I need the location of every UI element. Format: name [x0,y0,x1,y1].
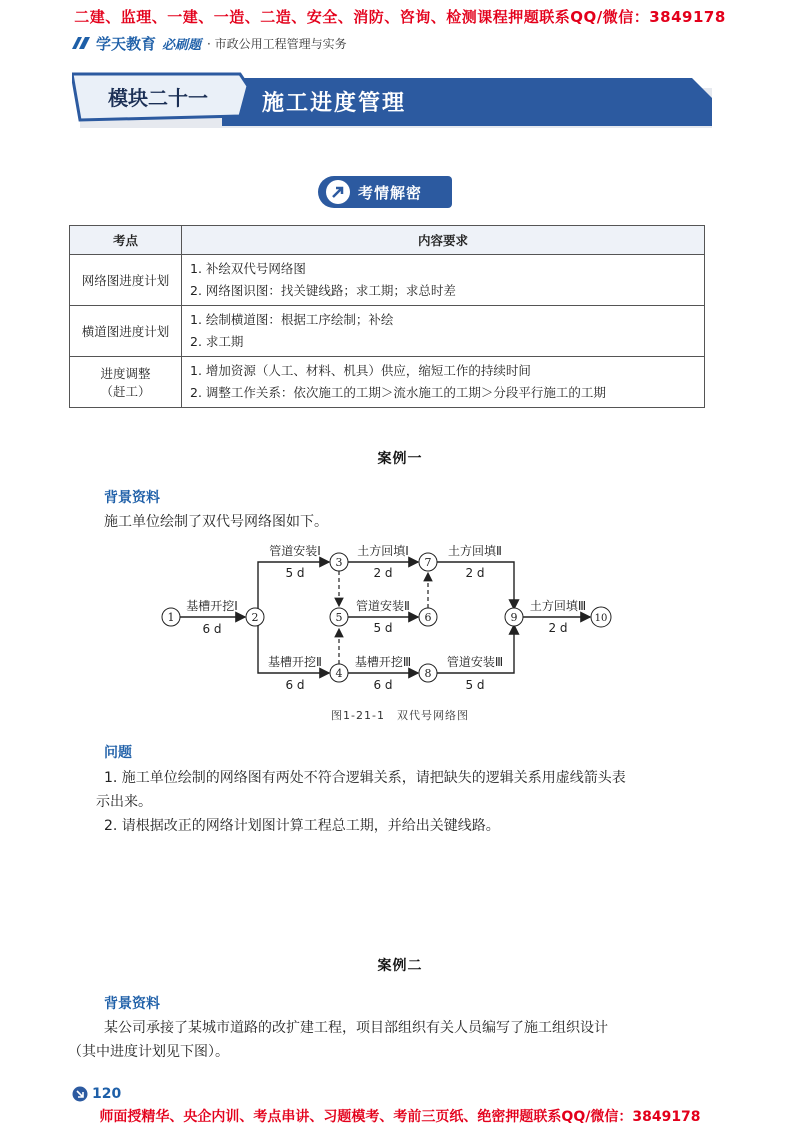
activity-duration: 5 d [373,621,393,635]
module-title-banner [72,68,712,134]
svg-text:2: 2 [251,611,259,624]
table-cell-content [182,255,705,306]
node-4 [330,664,348,682]
content-line: 1. 绘制横道图：根据工序绘制；补绘 [190,312,394,327]
node-10 [591,607,611,627]
node-8 [419,664,437,682]
table-cell-key [70,357,182,408]
table-cell-key: 网络图进度计划 [70,255,182,306]
module-name: 施工进度管理 [262,91,407,116]
activity-label: 土方回填Ⅲ [529,599,587,613]
table-row [70,357,705,408]
brand-header [70,32,347,54]
case1-questions [96,766,724,838]
node-3 [330,553,348,571]
activity-label: 基槽开挖Ⅲ [354,655,412,669]
case1-question-label: 问题 [104,745,132,761]
question-line: 1. 施工单位绘制的网络图有两处不符合逻辑关系，请把缺失的逻辑关系用虚线箭头表 [104,770,626,786]
key-line: 进度调整 [100,366,151,381]
node-6 [419,608,437,626]
brand-subtitle: · 市政公用工程管理与实务 [207,36,347,51]
activity-duration: 2 d [465,566,485,580]
question-line: 示出来。 [96,794,152,810]
svg-text:10: 10 [594,613,608,624]
svg-text:4: 4 [335,667,343,680]
brand-name: 学天教育 [96,34,157,53]
activity-label: 土方回填Ⅱ [448,544,502,558]
node-7 [419,553,437,571]
table-row [70,255,705,306]
svg-text:9: 9 [510,611,518,624]
arrow-icon [326,180,350,204]
background-line: 某公司承接了某城市道路的改扩建工程，项目部组织有关人员编写了施工组织设计 [104,1020,608,1036]
svg-text:5: 5 [335,611,343,624]
node-5 [330,608,348,626]
content-line: 1. 补绘双代号网络图 [190,261,306,276]
page-number [72,1086,121,1102]
content-line: 1. 增加资源（人工、材料、机具）供应，缩短工作的持续时间 [190,363,531,378]
table-cell-key: 横道图进度计划 [70,306,182,357]
activity-duration: 2 d [373,566,393,580]
exam-badge-label: 考情解密 [358,184,423,202]
activity-duration: 5 d [285,566,305,580]
module-number: 模块二十一 [108,86,208,110]
content-line: 2. 调整工作关系：依次施工的工期＞流水施工的工期＞分段平行施工的工期 [190,385,606,400]
exam-info-badge [318,176,452,208]
requirements-table [69,225,705,408]
node-9 [505,608,523,626]
activity-label: 土方回填Ⅰ [357,544,409,558]
background-line: （其中进度计划见下图）。 [68,1044,229,1060]
activity-duration: 6 d [373,678,393,692]
case2-title: 案例二 [377,958,423,974]
page-number-text: 120 [92,1086,122,1102]
bottom-promo-banner: 师面授精华、央企内训、考点串讲、习题模考、考前三页纸、绝密押题联系QQ/微信：3849178 [99,1109,701,1125]
activity-duration: 6 d [285,678,305,692]
case1-background-text: 施工单位绘制了双代号网络图如下。 [104,514,328,530]
svg-text:1: 1 [167,611,175,624]
svg-text:7: 7 [424,556,432,569]
table-cell-content [182,306,705,357]
activity-label: 管道安装Ⅲ [446,655,504,669]
activity-duration: 2 d [548,621,568,635]
key-line: （赶工） [100,384,151,399]
case1-background-label: 背景资料 [104,490,160,506]
content-line: 2. 网络图识图：找关键线路；求工期；求总时差 [190,283,456,298]
case2-background-text [68,1016,724,1064]
page-badge-icon [72,1086,88,1102]
svg-text:3: 3 [335,556,343,569]
brand-logo [70,33,156,54]
activity-label: 管道安装Ⅰ [269,544,321,558]
table-header-content: 内容要求 [182,226,705,255]
top-promo-banner: 二建、监理、一建、一造、二造、安全、消防、咨询、检测课程押题联系QQ/微信：3849178 [74,8,726,26]
case2-background-label: 背景资料 [104,996,160,1012]
svg-text:8: 8 [424,667,432,680]
brand-logo-icon [70,35,92,51]
brand-tagline: 必刷题 [162,37,202,53]
activity-duration: 5 d [465,678,485,692]
network-diagram [150,540,630,700]
table-row [70,306,705,357]
node-2 [246,608,264,626]
node-1 [162,608,180,626]
case1-title: 案例一 [377,451,423,467]
figure-caption: 图1-21-1 双代号网络图 [331,709,469,722]
question-line: 2. 请根据改正的网络计划图计算工程总工期，并给出关键线路。 [104,818,500,834]
activity-label: 管道安装Ⅱ [356,599,410,613]
svg-text:6: 6 [424,611,432,624]
activity-label: 基槽开挖Ⅱ [268,655,322,669]
activity-label: 基槽开挖Ⅰ [186,599,238,613]
activity-duration: 6 d [202,622,222,636]
table-cell-content [182,357,705,408]
table-header-key: 考点 [70,226,182,255]
content-line: 2. 求工期 [190,334,244,349]
